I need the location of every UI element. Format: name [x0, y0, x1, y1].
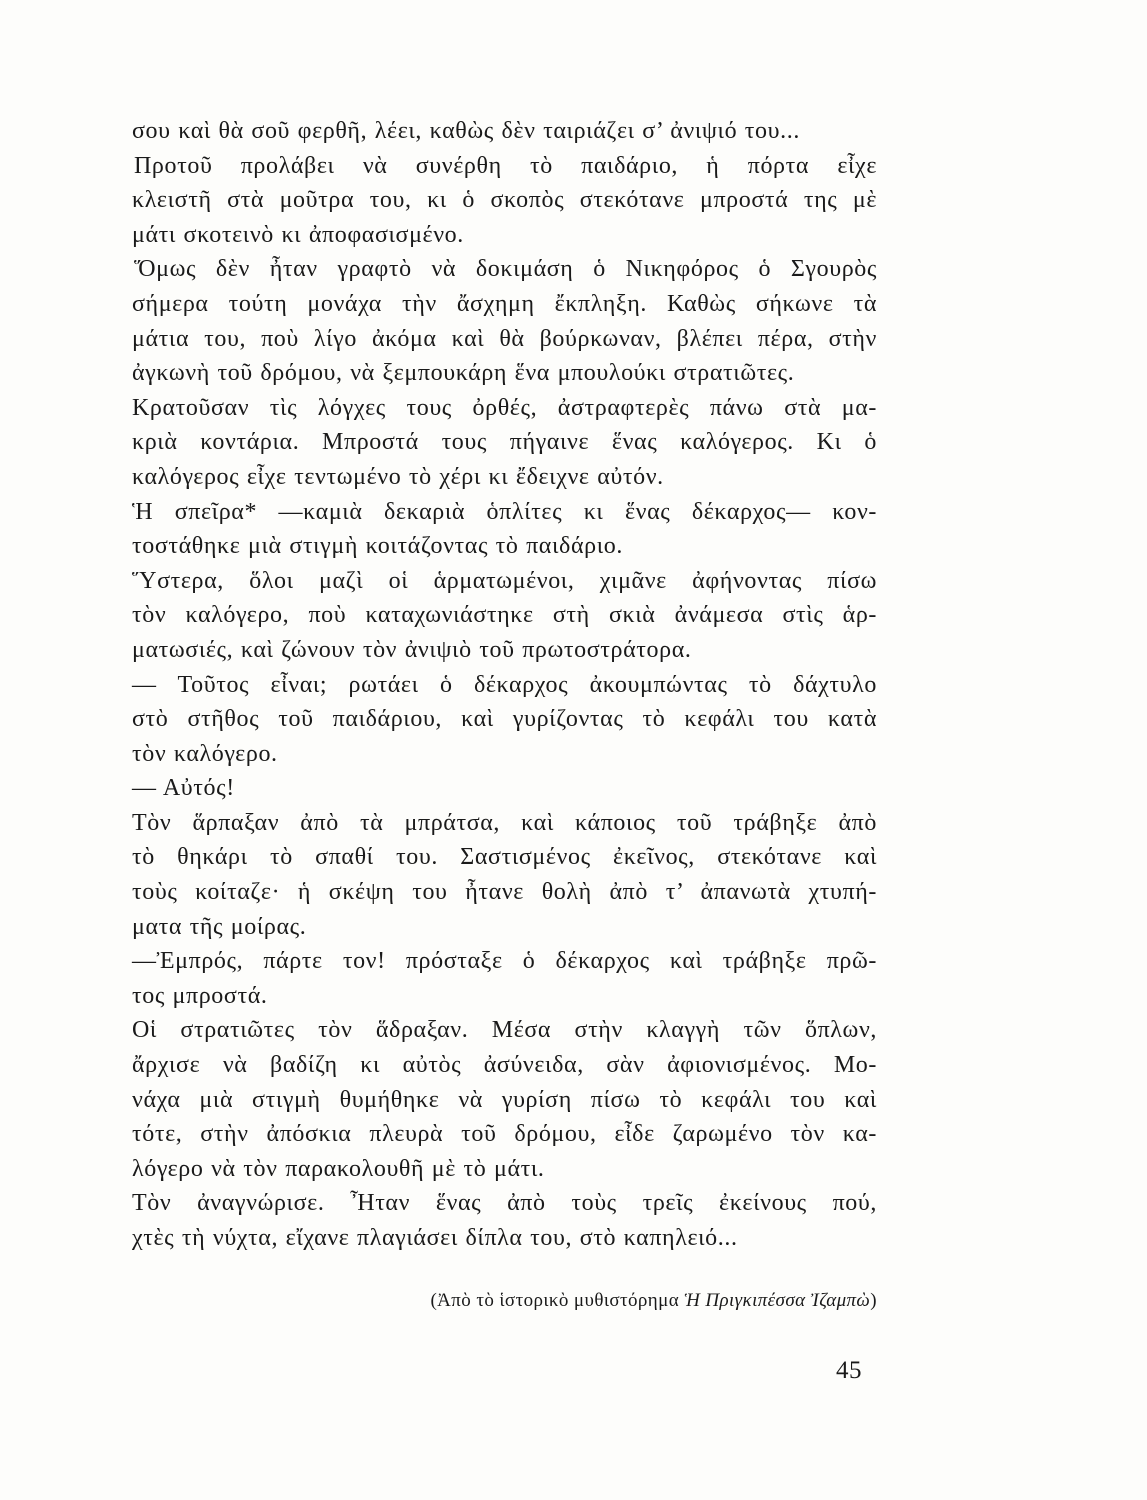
source-prefix: (Ἀπὸ τὸ ἱστορικὸ μυθιστόρημα: [430, 1290, 685, 1311]
source-suffix: ): [870, 1290, 877, 1311]
text-line: Ὅμως δὲν ἦταν γραφτὸ νὰ δοκιμάση ὁ Νικηφόρος ὁ Σγουρὸς: [134, 256, 877, 283]
text-line: —Ἐμπρός, πάρτε τον! πρόσταξε ὁ δέκαρχος καὶ τράβηξε πρῶ-: [132, 948, 877, 975]
text-line: στὸ στῆθος τοῦ παιδάριου, καὶ γυρίζοντας τὸ κεφάλι του κατὰ: [132, 706, 877, 733]
text-line: Τὸν ἅρπαξαν ἀπὸ τὰ μπράτσα, καὶ κάποιος τοῦ τράβηξε ἀπὸ: [132, 809, 877, 836]
text-line: — Αὐτός!: [132, 775, 235, 802]
text-line: τότε, στὴν ἀπόσκια πλευρὰ τοῦ δρόμου, εἶδε ζαρωμένο τὸν κα-: [132, 1121, 877, 1148]
body-text: [132, 114, 877, 1256]
text-line: τοστάθηκε μιὰ στιγμὴ κοιτάζοντας τὸ παιδάριο.: [132, 533, 623, 560]
source-title: Ἡ Πριγκιπέσσα Ἰζαμπὼ: [684, 1290, 871, 1311]
text-line: ἄρχισε νὰ βαδίζη κι αὐτὸς ἀσύνειδα, σὰν ἀφιονισμένος. Μο-: [132, 1052, 877, 1079]
text-line: Οἱ στρατιῶτες τὸν ἅδραξαν. Μέσα στὴν κλαγγὴ τῶν ὅπλων,: [132, 1017, 877, 1044]
text-line: Κρατοῦσαν τὶς λόγχες τους ὀρθές, ἀστραφτερὲς πάνω στὰ μα-: [132, 394, 877, 421]
text-line: λόγερο νὰ τὸν παρακολουθῆ μὲ τὸ μάτι.: [132, 1155, 545, 1182]
page-number: 45: [836, 1357, 862, 1384]
text-line: τὸν καλόγερο.: [132, 740, 278, 767]
text-line: ματωσιές, καὶ ζώνουν τὸν ἀνιψιὸ τοῦ πρωτοστράτορα.: [132, 636, 692, 663]
text-line: σου καὶ θὰ σοῦ φερθῆ, λέει, καθὼς δὲν ταιριάζει σ’ ἀνιψιό του...: [132, 118, 800, 144]
text-line: Τὸν ἀναγνώρισε. Ἦταν ἕνας ἀπὸ τοὺς τρεῖς ἐκείνους πού,: [132, 1190, 877, 1217]
text-line: τοὺς κοίταζε· ἡ σκέψη του ἦτανε θολὴ ἀπὸ τ’ ἀπανωτὰ χτυπή-: [132, 879, 877, 906]
source-citation: [430, 1290, 877, 1312]
text-line: νάχα μιὰ στιγμὴ θυμήθηκε νὰ γυρίση πίσω τὸ κεφάλι του καὶ: [132, 1086, 877, 1113]
text-line: Προτοῦ προλάβει νὰ συνέρθη τὸ παιδάριο, ἡ πόρτα εἶχε: [134, 152, 877, 179]
text-line: σήμερα τούτη μονάχα τὴν ἄσχημη ἔκπληξη. Καθὼς σήκωνε τὰ: [132, 290, 877, 317]
text-line: καλόγερος εἶχε τεντωμένο τὸ χέρι κι ἔδειχνε αὐτόν.: [132, 463, 664, 490]
text-line: χτὲς τὴ νύχτα, εἴχανε πλαγιάσει δίπλα του, στὸ καπηλειό...: [132, 1225, 738, 1251]
text-line: Ὕστερα, ὅλοι μαζὶ οἱ ἁρματωμένοι, χιμᾶνε ἀφήνοντας πίσω: [132, 567, 877, 594]
text-line: τος μπροστά.: [132, 982, 268, 1009]
text-line: μάτια του, ποὺ λίγο ἀκόμα καὶ θὰ βούρκωναν, βλέπει πέρα, στὴν: [132, 325, 877, 352]
text-line: — Τοῦτος εἶναι; ρωτάει ὁ δέκαρχος ἀκουμπώντας τὸ δάχτυλο: [132, 671, 877, 698]
text-line: Ἡ σπεῖρα* —καμιὰ δεκαριὰ ὁπλίτες κι ἕνας δέκαρχος— κον-: [132, 498, 877, 525]
text-line: κριὰ κοντάρια. Μπροστά τους πήγαινε ἕνας καλόγερος. Κι ὁ: [132, 429, 877, 456]
text-line: ἀγκωνὴ τοῦ δρόμου, νὰ ξεμπουκάρη ἕνα μπουλούκι στρατιῶτες.: [132, 360, 795, 387]
text-line: κλειστῆ στὰ μοῦτρα του, κι ὁ σκοπὸς στεκότανε μπροστά της μὲ: [132, 187, 877, 214]
text-line: τὸ θηκάρι τὸ σπαθί του. Σαστισμένος ἐκεῖνος, στεκότανε καὶ: [132, 844, 877, 871]
text-line: ματα τῆς μοίρας.: [132, 913, 307, 940]
text-line: μάτι σκοτεινὸ κι ἀποφασισμένο.: [132, 221, 464, 248]
text-line: τὸν καλόγερο, ποὺ καταχωνιάστηκε στὴ σκιὰ ἀνάμεσα στὶς ἁρ-: [132, 602, 877, 629]
